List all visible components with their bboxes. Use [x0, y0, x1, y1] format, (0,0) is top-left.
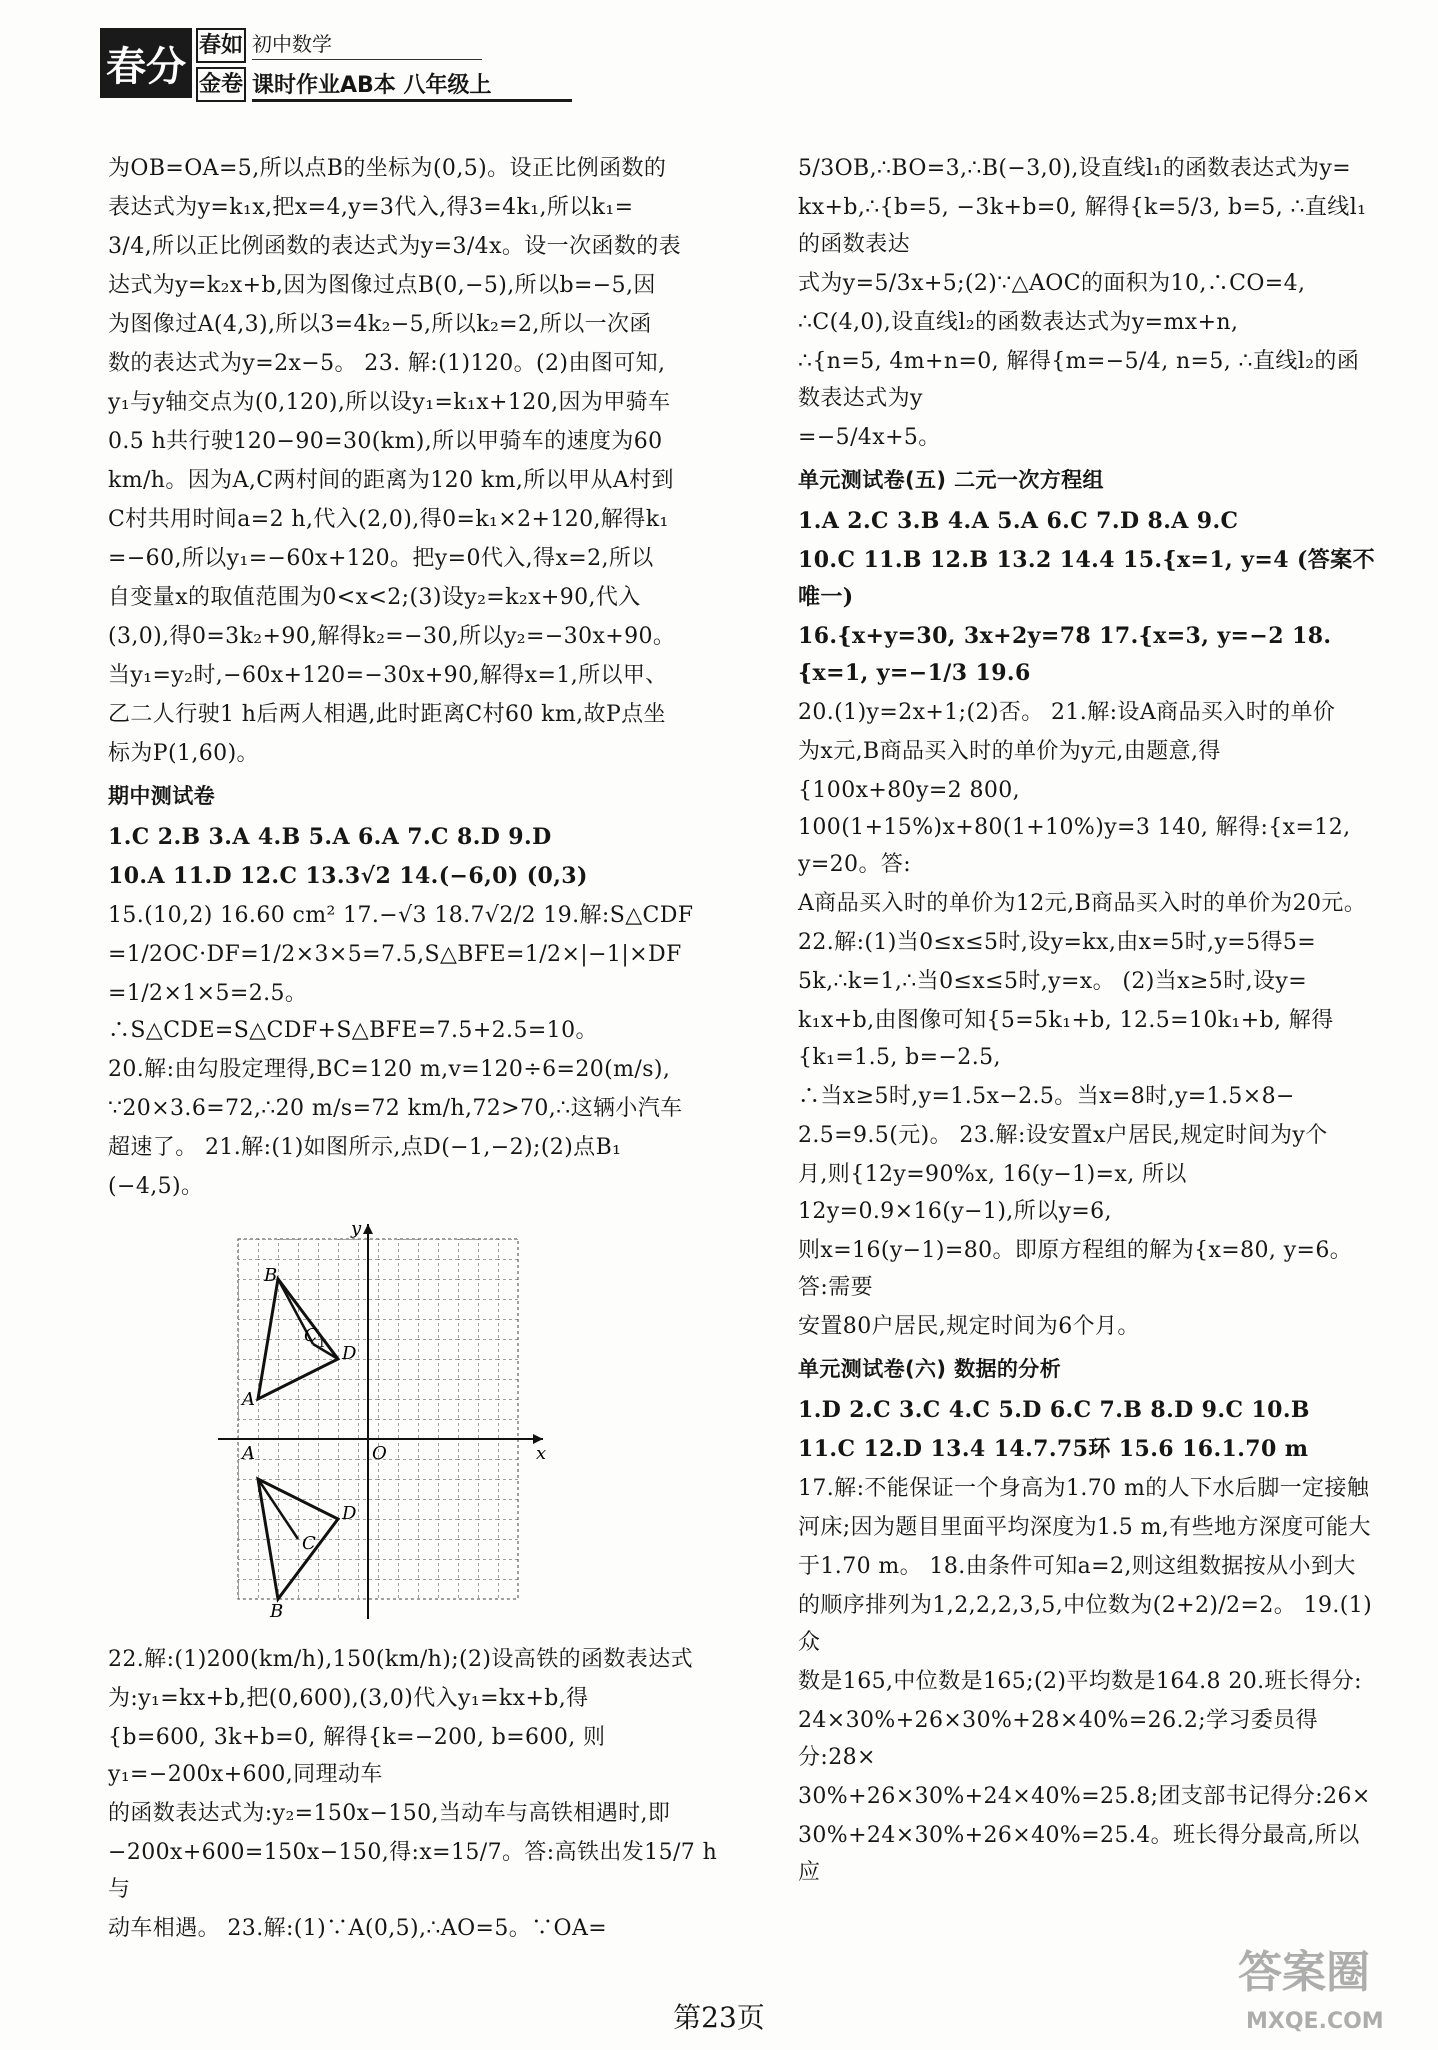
- text-line: (3,0),得0=3k₂+90,解得k₂=−30,所以y₂=−30x+90。: [108, 624, 676, 649]
- answer-line: 16.{x+y=30, 3x+2y=78 17.{x=3, y=−2 18.{x=1, y=−1/3 19.6: [798, 623, 1332, 686]
- watermark-logo: [1228, 1932, 1418, 2042]
- text-line: {100x+80y=2 800, 100(1+15%)x+80(1+10%)y=3 140, 解得:{x=12, y=20。答:: [798, 778, 1351, 877]
- watermark: [1228, 1932, 1418, 2042]
- text-line: 安置80户居民,规定时间为6个月。: [798, 1314, 1140, 1339]
- page-header: [100, 28, 572, 110]
- answer-line: 10.C 11.B 12.B 13.2 14.4 15.{x=1, y=4 (答案不唯一): [798, 547, 1375, 610]
- text-line: 为图像过A(4,3),所以3=4k₂−5,所以k₂=2,所以一次函: [108, 312, 652, 337]
- text-line: 乙二人行驶1 h后两人相遇,此时距离C村60 km,故P点坐: [108, 702, 666, 727]
- text-line: ∴当x≥5时,y=1.5x−2.5。当x=8时,y=1.5×8−: [798, 1084, 1295, 1109]
- text-line: 3/4,所以正比例函数的表达式为y=3/4x。设一次函数的表: [108, 234, 682, 259]
- text-line: 22.解:(1)当0≤x≤5时,设y=kx,由x=5时,y=5得5=: [798, 930, 1317, 955]
- text-line: {b=600, 3k+b=0, 解得{k=−200, b=600, 则y₁=−200x+600,同理动车: [108, 1725, 606, 1787]
- text-line: 当y₁=y₂时,−60x+120=−30x+90,解得x=1,所以甲、: [108, 663, 668, 688]
- text-line: 的函数表达式为:y₂=150x−150,当动车与高铁相遇时,即: [108, 1801, 671, 1826]
- subject-label: 初中数学: [252, 28, 482, 60]
- text-line: C村共用时间a=2 h,代入(2,0),得0=k₁×2+120,解得k₁: [108, 507, 669, 532]
- text-line: 数的表达式为y=2x−5。 23. 解:(1)120。(2)由图可知,: [108, 351, 666, 376]
- text-line: k₁x+b,由图像可知{5=5k₁+b, 12.5=10k₁+b, 解得{k₁=1.5, b=−2.5,: [798, 1008, 1334, 1070]
- x-axis-label: x: [536, 1443, 547, 1464]
- section-title-unit6: 单元测试卷(六) 数据的分析: [798, 1357, 1062, 1381]
- answer-line: 10.A 11.D 12.C 13.3√2 14.(−6,0) (0,3): [108, 863, 588, 889]
- text-line: ∴{n=5, 4m+n=0, 解得{m=−5/4, n=5, ∴直线l₂的函数表达式为y: [798, 349, 1360, 411]
- y-axis-arrow: [363, 1224, 373, 1234]
- book-title: 课时作业AB本 八年级上: [252, 68, 572, 102]
- text-line: −200x+600=150x−150,得:x=15/7。答:高铁出发15/7 h与: [108, 1840, 718, 1902]
- brand-line-2: 金卷: [196, 67, 246, 102]
- text-line: km/h。因为A,C两村间的距离为120 km,所以甲从A村到: [108, 468, 674, 493]
- text-line: 为x元,B商品买入时的单价为y元,由题意,得: [798, 739, 1221, 764]
- text-line: =1/2×1×5=2.5。∴S△CDE=S△CDF+S△BFE=7.5+2.5=10。: [108, 981, 598, 1043]
- brand-line-1: 春如: [196, 28, 246, 63]
- text-line: 数是165,中位数是165;(2)平均数是164.8 20.班长得分:: [798, 1669, 1362, 1694]
- left-column: [108, 150, 720, 1949]
- text-line: 标为P(1,60)。: [108, 741, 259, 766]
- answer-line: 1.D 2.C 3.C 4.C 5.D 6.C 7.B 8.D 9.C 10.B: [798, 1397, 1310, 1423]
- text-line: 20.解:由勾股定理得,BC=120 m,v=120÷6=20(m/s),: [108, 1057, 671, 1082]
- text-line: A商品买入时的单价为12元,B商品买入时的单价为20元。: [798, 891, 1367, 916]
- graph-svg: [218, 1219, 548, 1619]
- text-line: 式为y=5/3x+5;(2)∵△AOC的面积为10,∴CO=4,: [798, 271, 1306, 296]
- label-D: D: [342, 1343, 357, 1364]
- text-line: =−60,所以y₁=−60x+120。把y=0代入,得x=2,所以: [108, 546, 654, 571]
- text-line: =−5/4x+5。: [798, 425, 941, 450]
- label-A: A: [242, 1389, 256, 1410]
- label-C: C: [304, 1325, 319, 1346]
- section-title-unit5: 单元测试卷(五) 二元一次方程组: [798, 468, 1104, 492]
- text-line: y₁与y轴交点为(0,120),所以设y₁=k₁x+120,因为甲骑车: [108, 390, 671, 415]
- origin-label: O: [372, 1443, 388, 1464]
- coordinate-graph: [218, 1219, 720, 1631]
- text-line: 2.5=9.5(元)。 23.解:设安置x户居民,规定时间为y个: [798, 1123, 1328, 1148]
- text-line: 22.解:(1)200(km/h),150(km/h);(2)设高铁的函数表达式: [108, 1647, 693, 1672]
- watermark-url: MXQE.COM: [1246, 2009, 1384, 2034]
- text-line: 24×30%+26×30%+28×40%=26.2;学习委员得分:28×: [798, 1708, 1319, 1770]
- label-C-lower: C: [302, 1533, 317, 1554]
- text-line: 表达式为y=k₁x,把x=4,y=3代入,得3=4k₁,所以k₁=: [108, 195, 634, 220]
- label-D-lower: D: [342, 1503, 357, 1524]
- text-line: 自变量x的取值范围为0<x<2;(3)设y₂=k₂x+90,代入: [108, 585, 641, 610]
- text-line: 于1.70 m。 18.由条件可知a=2,则这组数据按从小到大: [798, 1554, 1356, 1579]
- text-line: (−4,5)。: [108, 1174, 204, 1199]
- text-line: 20.(1)y=2x+1;(2)否。 21.解:设A商品买入时的单价: [798, 700, 1336, 725]
- text-line: 动车相遇。 23.解:(1)∵A(0,5),∴AO=5。∵OA=: [108, 1916, 608, 1941]
- text-line: ∴C(4,0),设直线l₂的函数表达式为y=mx+n,: [798, 310, 1239, 335]
- text-line: =1/2OC·DF=1/2×3×5=7.5,S△BFE=1/2×|−1|×DF: [108, 942, 682, 967]
- text-line: 月,则{12y=90%x, 16(y−1)=x, 所以12y=0.9×16(y−1),所以y=6,: [798, 1162, 1187, 1224]
- answer-line: 11.C 12.D 13.4 14.7.75环 15.6 16.1.70 m: [798, 1436, 1309, 1462]
- brand-name: [196, 28, 246, 106]
- text-line: 超速了。 21.解:(1)如图所示,点D(−1,−2);(2)点B₁: [108, 1135, 622, 1160]
- text-line: 5/3OB,∴BO=3,∴B(−3,0),设直线l₁的函数表达式为y=: [798, 156, 1352, 181]
- grid: [238, 1239, 518, 1599]
- text-line: 5k,∴k=1,∴当0≤x≤5时,y=x。 (2)当x≥5时,设y=: [798, 969, 1308, 994]
- text-line: 为OB=OA=5,所以点B的坐标为(0,5)。设正比例函数的: [108, 156, 667, 181]
- text-line: ∵20×3.6=72,∴20 m/s=72 km/h,72>70,∴这辆小汽车: [108, 1096, 683, 1121]
- text-line: 为:y₁=kx+b,把(0,600),(3,0)代入y₁=kx+b,得: [108, 1686, 589, 1711]
- right-column: [798, 150, 1378, 1893]
- answer-line: 15.(10,2) 16.60 cm² 17.−√3 18.7√2/2 19.解:S△CDF: [108, 903, 694, 928]
- section-title-midterm: 期中测试卷: [108, 784, 215, 808]
- y-axis-label: y: [351, 1219, 362, 1239]
- label-subscript: 1: [318, 1336, 327, 1350]
- answer-line: 1.C 2.B 3.A 4.B 5.A 6.A 7.C 8.D 9.D: [108, 824, 552, 850]
- watermark-text: 答案圈: [1238, 1947, 1370, 1998]
- text-line: 的顺序排列为1,2,2,2,3,5,中位数为(2+2)/2=2。 19.(1)众: [798, 1593, 1373, 1655]
- text-line: 则x=16(y−1)=80。即原方程组的解为{x=80, y=6。答:需要: [798, 1238, 1353, 1300]
- text-line: 达式为y=k₂x+b,因为图像过点B(0,−5),所以b=−5,因: [108, 273, 656, 298]
- text-line: kx+b,∴{b=5, −3k+b=0, 解得{k=5/3, b=5, ∴直线l₁的函数表达: [798, 195, 1367, 257]
- label-A-lower: A: [242, 1443, 256, 1464]
- text-line: 17.解:不能保证一个身高为1.70 m的人下水后脚一定接触: [798, 1476, 1370, 1501]
- book-info: [252, 28, 572, 102]
- page-number: 第23页: [673, 2001, 765, 2034]
- brand-logo: 春分: [100, 28, 192, 98]
- label-B: B: [264, 1265, 278, 1286]
- answer-line: 1.A 2.C 3.B 4.A 5.A 6.C 7.D 8.A 9.C: [798, 508, 1239, 534]
- text-line: 0.5 h共行驶120−90=30(km),所以甲骑车的速度为60: [108, 429, 663, 454]
- text-line: 30%+24×30%+26×40%=25.4。班长得分最高,所以应: [798, 1823, 1360, 1885]
- text-line: 30%+26×30%+24×40%=25.8;团支部书记得分:26×: [798, 1784, 1371, 1809]
- label-B-lower: B: [270, 1601, 284, 1619]
- text-line: 河床;因为题目里面平均深度为1.5 m,有些地方深度可能大: [798, 1515, 1371, 1540]
